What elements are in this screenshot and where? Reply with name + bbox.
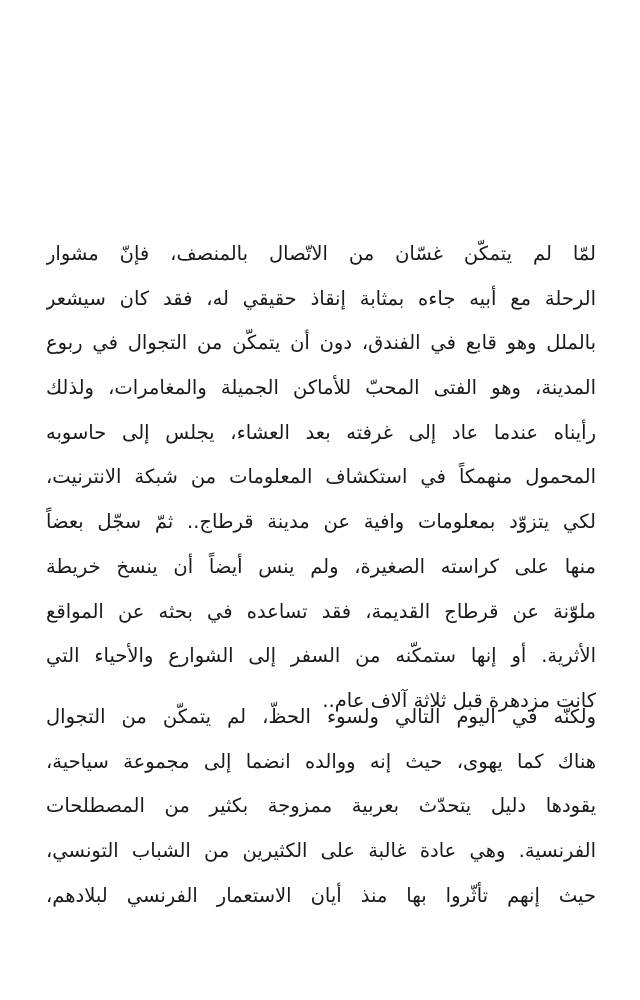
text-line: منها على كراسته الصغيرة، ولم ينس أيضاً أن ينسخ خريطة <box>46 554 596 578</box>
text-line: الرحلة مع أبيه جاءه بمثابة إنقاذ حقيقي له، فقد كان سيشعر <box>46 286 596 310</box>
text-line: المحمول منهمكاً في استكشاف المعلومات من شبكة الانترنيت، <box>46 465 596 489</box>
text-line: ملوّنة عن قرطاج القديمة، فقد تساعده في بحثه عن المواقع <box>46 599 596 623</box>
text-line: حيث إنهم تأثّروا بها منذ أيان الاستعمار الفرنسي لبلادهم، <box>46 883 596 907</box>
text-line: يقودها دليل يتحدّث بعربية ممزوجة بكثير من المصطلحات <box>46 794 596 818</box>
text-line: لكي يتزوّد بمعلومات وافية عن مدينة قرطاج.. ثمّ سجّل بعضاً <box>46 510 596 534</box>
text-line: هناك كما يهوى، حيث إنه ووالده انضما إلى مجموعة سياحية، <box>46 749 596 773</box>
text-line: كانت مزدهرة قبل ثلاثة آلاف عام.. <box>322 688 596 712</box>
text-line: الأثرية. أو إنها ستمكّنه من السفر إلى الشوارع والأحياء التي <box>46 644 596 668</box>
text-line: الفرنسية. وهي عادة غالبة على الكثيرين من الشباب التونسي، <box>46 839 596 863</box>
paragraph-1 <box>46 232 596 724</box>
text-line: رأيناه عندما عاد إلى غرفته بعد العشاء، يجلس إلى حاسوبه <box>46 420 596 444</box>
paragraph-2 <box>46 695 596 918</box>
text-line: بالملل وهو قابع في الفندق، دون أن يتمكّن من التجوال في ربوع <box>46 331 596 355</box>
text-line: ولكنّه في اليوم التالي ولسوء الحظّ، لم يتمكّن من التجوال <box>46 705 596 728</box>
text-line: المدينة، وهو الفتى المحبّ للأماكن الجميلة والمغامرات، ولذلك <box>46 376 596 400</box>
text-line: لمّا لم يتمكّن غسّان من الاتّصال بالمنصف، فإنّ مشوار <box>46 242 596 265</box>
